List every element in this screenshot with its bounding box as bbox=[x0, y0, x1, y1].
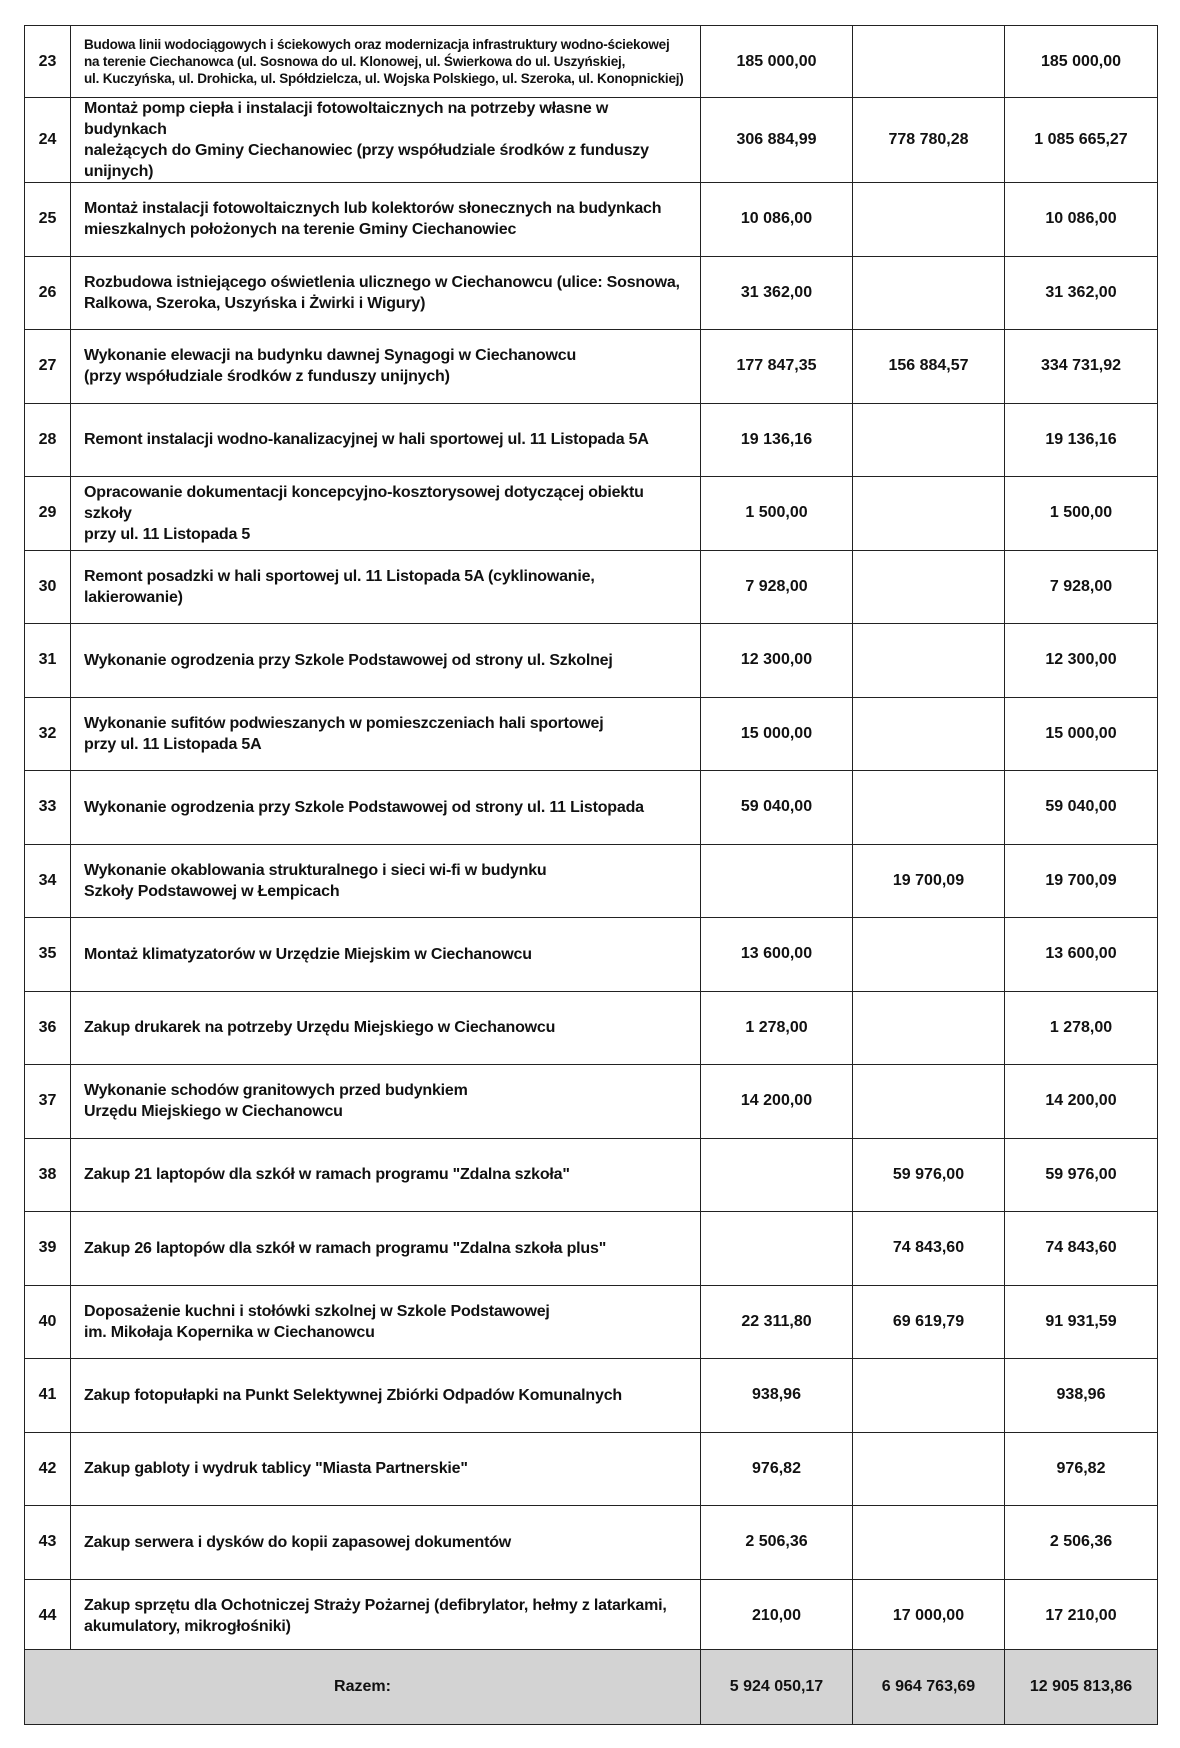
row-value-2: 17 000,00 bbox=[853, 1579, 1005, 1653]
row-value-1: 938,96 bbox=[701, 1359, 853, 1433]
row-value-2 bbox=[853, 477, 1005, 551]
row-number: 32 bbox=[25, 697, 71, 771]
row-value-1: 10 086,00 bbox=[701, 183, 853, 257]
row-number: 27 bbox=[25, 330, 71, 404]
row-number: 36 bbox=[25, 991, 71, 1065]
table-row bbox=[25, 1212, 1158, 1286]
total-value-3: 12 905 813,86 bbox=[1005, 1650, 1158, 1725]
row-description: Zakup fotopułapki na Punkt Selektywnej Zbiórki Odpadów Komunalnych bbox=[71, 1359, 701, 1433]
row-value-1: 31 362,00 bbox=[701, 256, 853, 330]
row-value-2: 156 884,57 bbox=[853, 330, 1005, 404]
total-row bbox=[25, 1650, 1158, 1725]
table-row bbox=[25, 330, 1158, 404]
row-value-1 bbox=[701, 1212, 853, 1286]
table-row bbox=[25, 1359, 1158, 1433]
row-number: 34 bbox=[25, 844, 71, 918]
row-description: Wykonanie elewacji na budynku dawnej Synagogi w Ciechanowcu (przy współudziale środków z funduszy unijnych) bbox=[71, 330, 701, 404]
row-description: Opracowanie dokumentacji koncepcyjno-kosztorysowej dotyczącej obiektu szkoły przy ul. 11 Listopada 5 bbox=[71, 477, 701, 551]
table-row bbox=[25, 1579, 1158, 1653]
row-value-1: 15 000,00 bbox=[701, 697, 853, 771]
table-row bbox=[25, 183, 1158, 257]
row-value-2 bbox=[853, 1065, 1005, 1139]
row-number: 25 bbox=[25, 183, 71, 257]
investment-table bbox=[24, 25, 1158, 1653]
row-value-1: 2 506,36 bbox=[701, 1506, 853, 1580]
row-description: Montaż klimatyzatorów w Urzędzie Miejskim w Ciechanowcu bbox=[71, 918, 701, 992]
row-value-1: 13 600,00 bbox=[701, 918, 853, 992]
row-description: Remont instalacji wodno-kanalizacyjnej w hali sportowej ul. 11 Listopada 5A bbox=[71, 403, 701, 477]
row-description: Montaż pomp ciepła i instalacji fotowoltaicznych na potrzeby własne w budynkach należących do Gminy Ciechanowiec (przy współudziale środków z funduszy unijnych) bbox=[71, 98, 701, 183]
row-description: Zakup serwera i dysków do kopii zapasowej dokumentów bbox=[71, 1506, 701, 1580]
table-body bbox=[25, 26, 1158, 1653]
row-description: Zakup 21 laptopów dla szkół w ramach programu "Zdalna szkoła" bbox=[71, 1138, 701, 1212]
table-row bbox=[25, 1506, 1158, 1580]
table-row bbox=[25, 697, 1158, 771]
table-row bbox=[25, 550, 1158, 624]
row-value-3: 334 731,92 bbox=[1005, 330, 1158, 404]
row-value-3: 10 086,00 bbox=[1005, 183, 1158, 257]
row-number: 23 bbox=[25, 26, 71, 98]
row-number: 28 bbox=[25, 403, 71, 477]
row-number: 38 bbox=[25, 1138, 71, 1212]
row-value-3: 1 500,00 bbox=[1005, 477, 1158, 551]
row-value-3: 938,96 bbox=[1005, 1359, 1158, 1433]
row-value-2 bbox=[853, 183, 1005, 257]
investment-table-sheet bbox=[24, 25, 1157, 1695]
row-value-3: 7 928,00 bbox=[1005, 550, 1158, 624]
total-value-2: 6 964 763,69 bbox=[853, 1650, 1005, 1725]
row-number: 44 bbox=[25, 1579, 71, 1653]
row-value-3: 12 300,00 bbox=[1005, 624, 1158, 698]
row-value-1: 210,00 bbox=[701, 1579, 853, 1653]
row-number: 26 bbox=[25, 256, 71, 330]
row-value-1: 177 847,35 bbox=[701, 330, 853, 404]
row-value-2: 74 843,60 bbox=[853, 1212, 1005, 1286]
row-value-3: 14 200,00 bbox=[1005, 1065, 1158, 1139]
table-row bbox=[25, 1138, 1158, 1212]
table-row bbox=[25, 1432, 1158, 1506]
table-row bbox=[25, 26, 1158, 98]
row-value-1: 14 200,00 bbox=[701, 1065, 853, 1139]
row-number: 29 bbox=[25, 477, 71, 551]
table-row bbox=[25, 844, 1158, 918]
row-value-2 bbox=[853, 771, 1005, 845]
row-value-2: 19 700,09 bbox=[853, 844, 1005, 918]
row-value-1: 185 000,00 bbox=[701, 26, 853, 98]
row-description: Doposażenie kuchni i stołówki szkolnej w Szkole Podstawowej im. Mikołaja Kopernika w Ciechanowcu bbox=[71, 1285, 701, 1359]
row-number: 35 bbox=[25, 918, 71, 992]
row-number: 24 bbox=[25, 98, 71, 183]
row-number: 39 bbox=[25, 1212, 71, 1286]
row-value-1: 59 040,00 bbox=[701, 771, 853, 845]
row-description: Rozbudowa istniejącego oświetlenia ulicznego w Ciechanowcu (ulice: Sosnowa, Ralkowa, Szeroka, Uszyńska i Żwirki i Wigury) bbox=[71, 256, 701, 330]
row-value-3: 976,82 bbox=[1005, 1432, 1158, 1506]
row-value-1: 22 311,80 bbox=[701, 1285, 853, 1359]
row-description: Montaż instalacji fotowoltaicznych lub kolektorów słonecznych na budynkach mieszkalnych położonych na terenie Gminy Ciechanowiec bbox=[71, 183, 701, 257]
row-description: Zakup gabloty i wydruk tablicy "Miasta Partnerskie" bbox=[71, 1432, 701, 1506]
row-description: Zakup 26 laptopów dla szkół w ramach programu "Zdalna szkoła plus" bbox=[71, 1212, 701, 1286]
row-value-2 bbox=[853, 550, 1005, 624]
row-value-2 bbox=[853, 918, 1005, 992]
table-row bbox=[25, 1285, 1158, 1359]
row-value-1: 976,82 bbox=[701, 1432, 853, 1506]
row-number: 37 bbox=[25, 1065, 71, 1139]
row-value-1: 306 884,99 bbox=[701, 98, 853, 183]
table-row bbox=[25, 256, 1158, 330]
row-value-3: 59 040,00 bbox=[1005, 771, 1158, 845]
row-description: Wykonanie okablowania strukturalnego i sieci wi-fi w budynku Szkoły Podstawowej w Łempicach bbox=[71, 844, 701, 918]
row-value-2 bbox=[853, 697, 1005, 771]
row-description: Budowa linii wodociągowych i ściekowych oraz modernizacja infrastruktury wodno-ściekowej na terenie Ciechanowca (ul. Sosnowa do ul. Klonowej, ul. Świerkowa do ul. Uszyńskiej, ul. Kuczyńska, ul. Drohicka, ul. Spółdzielcza, ul. Wojska Polskiego, ul. Szeroka, ul. Konopnickiej) bbox=[71, 26, 701, 98]
row-value-3: 185 000,00 bbox=[1005, 26, 1158, 98]
row-value-1: 7 928,00 bbox=[701, 550, 853, 624]
row-value-1: 1 278,00 bbox=[701, 991, 853, 1065]
row-number: 43 bbox=[25, 1506, 71, 1580]
row-value-3: 13 600,00 bbox=[1005, 918, 1158, 992]
table-row bbox=[25, 98, 1158, 183]
row-value-3: 19 700,09 bbox=[1005, 844, 1158, 918]
total-label: Razem: bbox=[25, 1650, 701, 1725]
row-value-1: 1 500,00 bbox=[701, 477, 853, 551]
row-value-3: 31 362,00 bbox=[1005, 256, 1158, 330]
row-number: 33 bbox=[25, 771, 71, 845]
row-value-3: 1 278,00 bbox=[1005, 991, 1158, 1065]
total-table bbox=[24, 1649, 1158, 1725]
table-row bbox=[25, 771, 1158, 845]
row-description: Zakup drukarek na potrzeby Urzędu Miejskiego w Ciechanowcu bbox=[71, 991, 701, 1065]
row-value-3: 1 085 665,27 bbox=[1005, 98, 1158, 183]
row-number: 31 bbox=[25, 624, 71, 698]
row-value-2 bbox=[853, 256, 1005, 330]
table-row bbox=[25, 1065, 1158, 1139]
row-value-3: 17 210,00 bbox=[1005, 1579, 1158, 1653]
row-value-2 bbox=[853, 991, 1005, 1065]
row-description: Wykonanie schodów granitowych przed budynkiem Urzędu Miejskiego w Ciechanowcu bbox=[71, 1065, 701, 1139]
table-row bbox=[25, 624, 1158, 698]
row-value-2 bbox=[853, 1432, 1005, 1506]
row-value-3: 74 843,60 bbox=[1005, 1212, 1158, 1286]
row-value-2 bbox=[853, 1359, 1005, 1433]
row-value-2 bbox=[853, 1506, 1005, 1580]
row-description: Wykonanie sufitów podwieszanych w pomieszczeniach hali sportowej przy ul. 11 Listopada 5A bbox=[71, 697, 701, 771]
row-number: 40 bbox=[25, 1285, 71, 1359]
table-row bbox=[25, 991, 1158, 1065]
table-row bbox=[25, 403, 1158, 477]
table-row bbox=[25, 477, 1158, 551]
total-value-1: 5 924 050,17 bbox=[701, 1650, 853, 1725]
row-number: 41 bbox=[25, 1359, 71, 1433]
row-value-3: 91 931,59 bbox=[1005, 1285, 1158, 1359]
row-value-2: 59 976,00 bbox=[853, 1138, 1005, 1212]
row-number: 30 bbox=[25, 550, 71, 624]
row-value-1: 19 136,16 bbox=[701, 403, 853, 477]
row-value-1: 12 300,00 bbox=[701, 624, 853, 698]
row-value-1 bbox=[701, 844, 853, 918]
row-value-2 bbox=[853, 26, 1005, 98]
row-description: Wykonanie ogrodzenia przy Szkole Podstawowej od strony ul. 11 Listopada bbox=[71, 771, 701, 845]
row-description: Remont posadzki w hali sportowej ul. 11 Listopada 5A (cyklinowanie, lakierowanie) bbox=[71, 550, 701, 624]
row-value-2 bbox=[853, 624, 1005, 698]
row-number: 42 bbox=[25, 1432, 71, 1506]
row-value-3: 59 976,00 bbox=[1005, 1138, 1158, 1212]
table-row bbox=[25, 918, 1158, 992]
row-value-2: 69 619,79 bbox=[853, 1285, 1005, 1359]
row-description: Wykonanie ogrodzenia przy Szkole Podstawowej od strony ul. Szkolnej bbox=[71, 624, 701, 698]
row-value-3: 19 136,16 bbox=[1005, 403, 1158, 477]
row-value-3: 2 506,36 bbox=[1005, 1506, 1158, 1580]
row-description: Zakup sprzętu dla Ochotniczej Straży Pożarnej (defibrylator, hełmy z latarkami, akumulatory, mikrogłośniki) bbox=[71, 1579, 701, 1653]
row-value-2: 778 780,28 bbox=[853, 98, 1005, 183]
row-value-1 bbox=[701, 1138, 853, 1212]
row-value-2 bbox=[853, 403, 1005, 477]
row-value-3: 15 000,00 bbox=[1005, 697, 1158, 771]
